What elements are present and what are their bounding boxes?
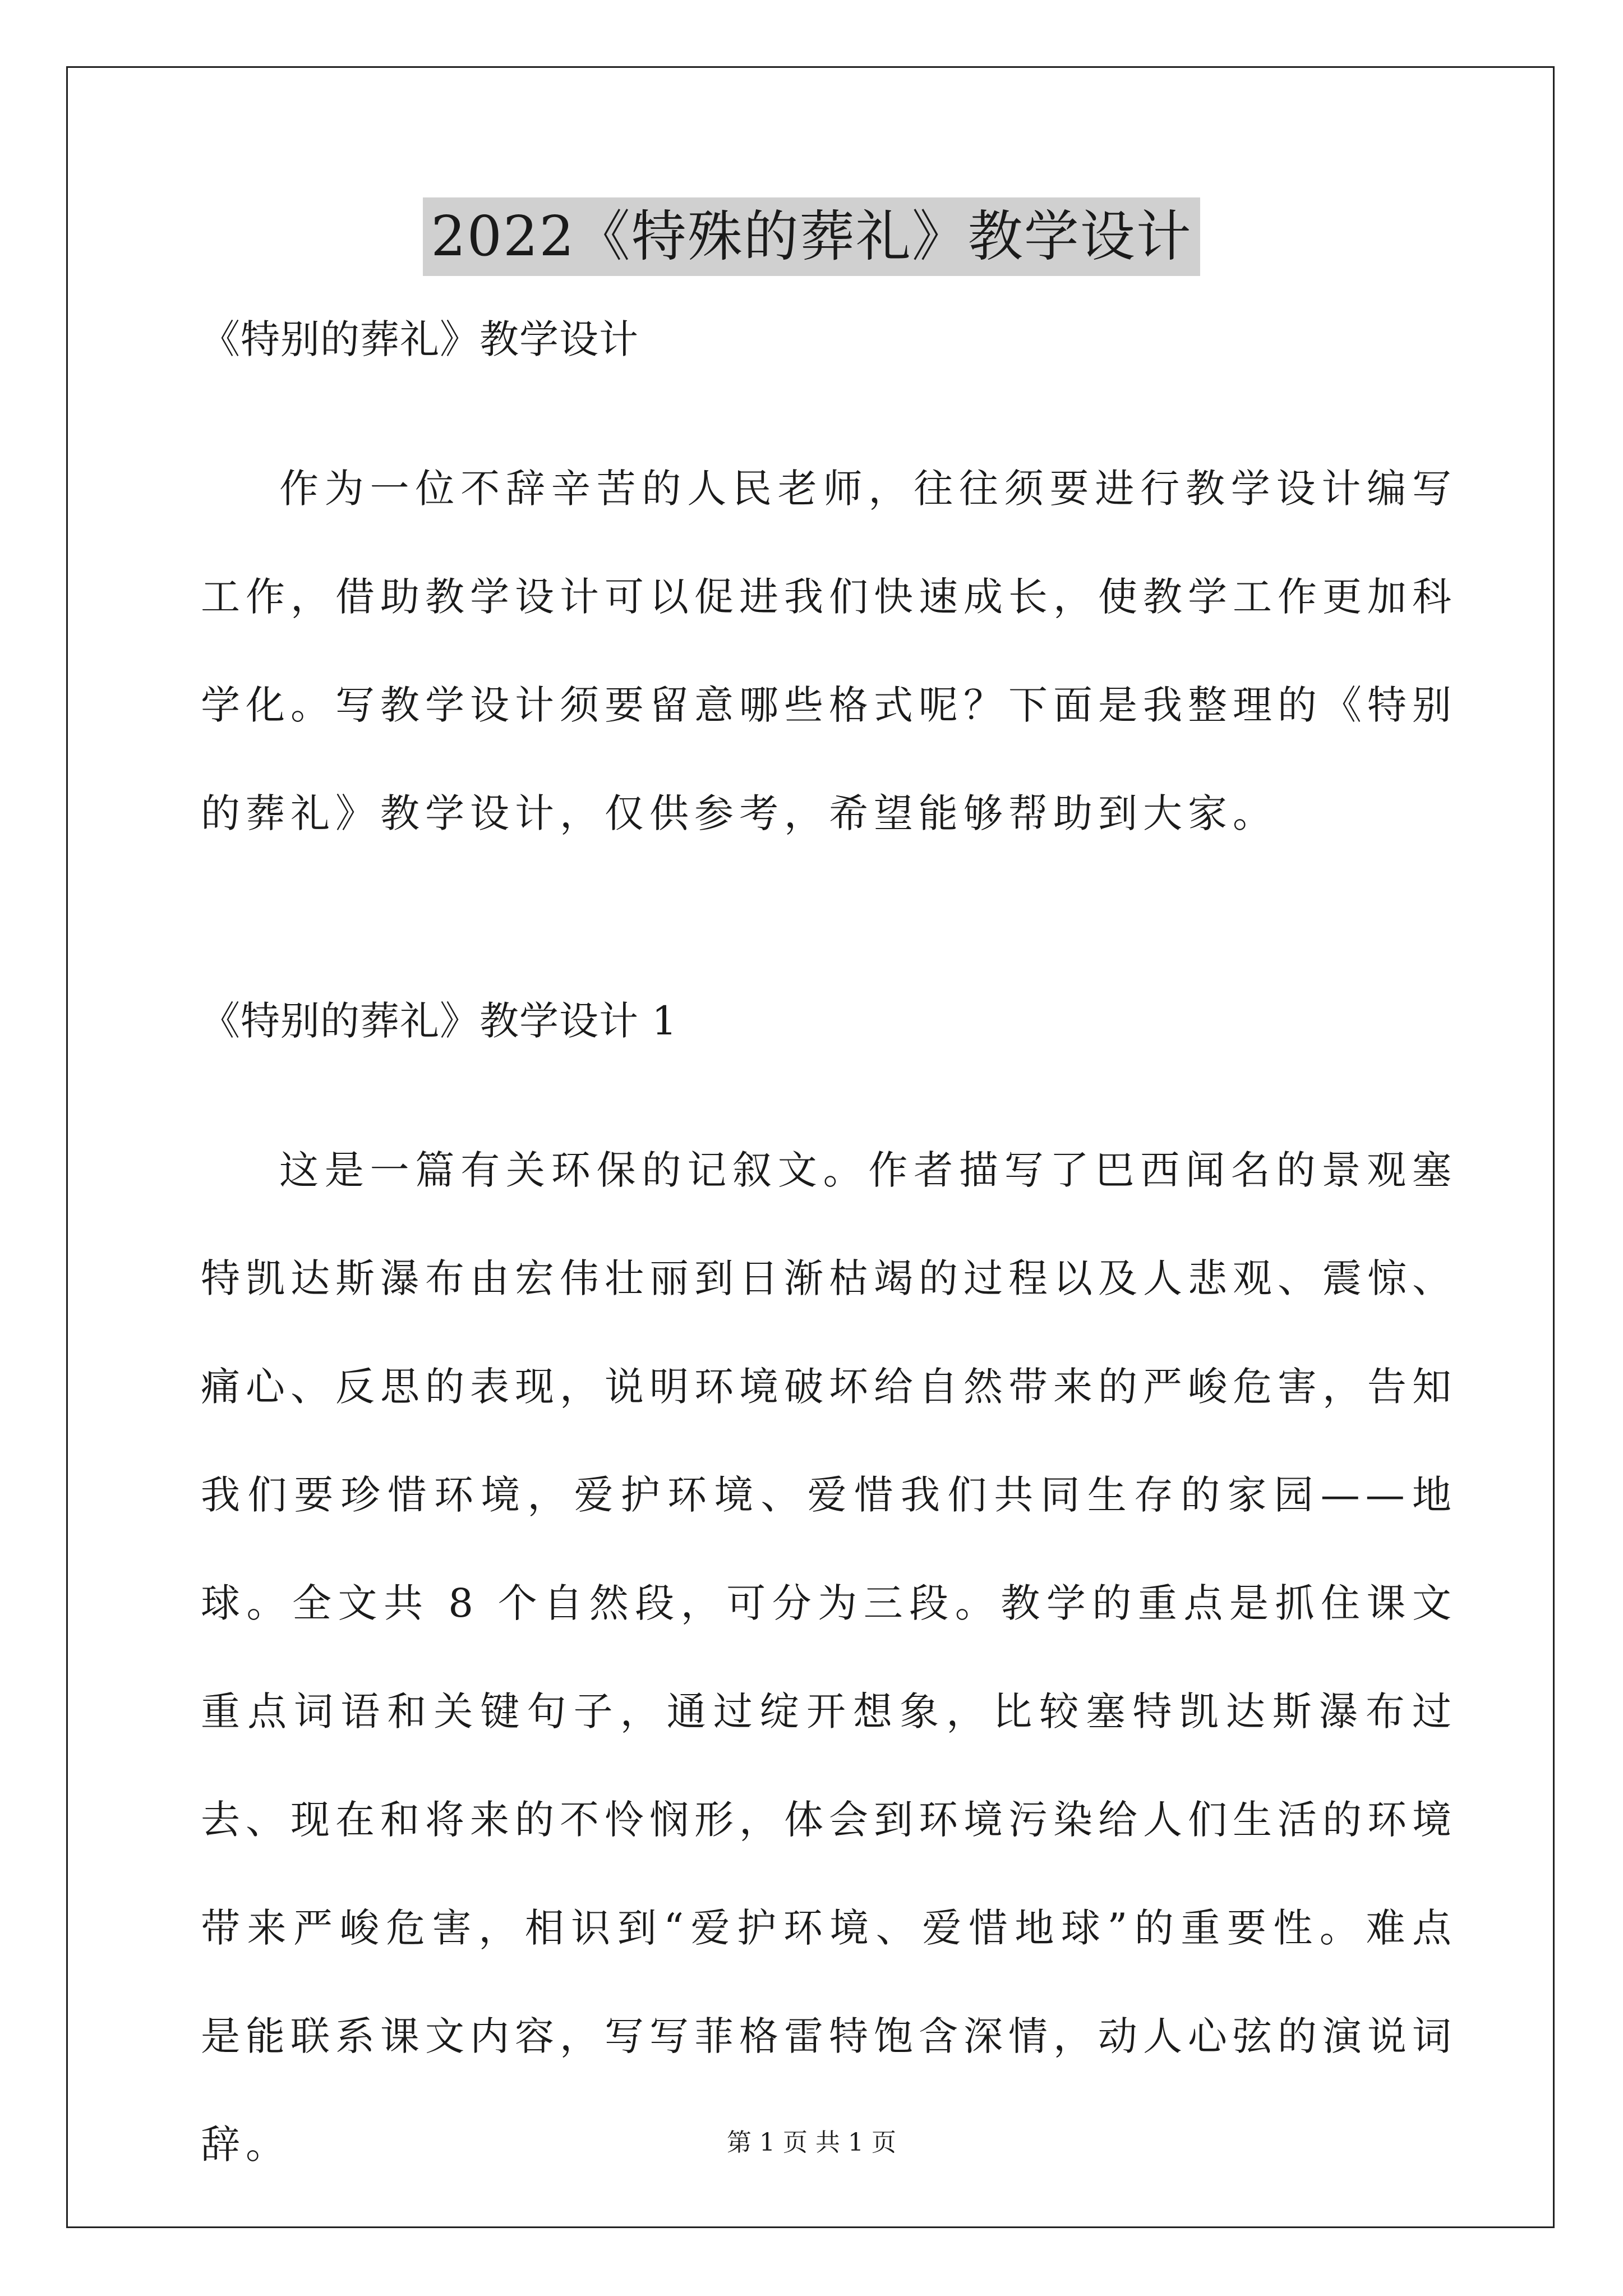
subtitle-heading: 《特别的葬礼》教学设计 — [201, 316, 639, 362]
section-1-paragraph: 这是一篇有关环保的记叙文。作者描写了巴西闻名的景观塞特凯达斯瀑布由宏伟壮丽到日渐枯竭的过程以及人悲观、震惊、痛心、反思的表现，说明环境破坏给自然带来的严峻危害，告知我们要珍惜环境，爱护环境、爱惜我们共同生存的家园——地球。全文共 8 个自然段，可分为三段。教学的重点是抓住课文重点词语和关键句子，通过绽开想象，比较塞特凯达斯瀑布过去、现在和将来的不怜悯形，体会到环境污染给人们生活的环境带来严峻危害，相识到“爱护环境、爱惜地球”的重要性。难点是能联系课文内容，写写菲格雷特饱含深情，动人心弦的演说词辞。 — [201, 1147, 1457, 2168]
section-1-heading: 《特别的葬礼》教学设计 1 — [201, 998, 677, 1044]
page-footer: 第 1 页 共 1 页 — [727, 2128, 896, 2157]
intro-paragraph: 作为一位不辞辛苦的人民老师，往往须要进行教学设计编写工作，借助教学设计可以促进我们快速成长，使教学工作更加科学化。写教学设计须要留意哪些格式呢？下面是我整理的《特别的葬礼》教学设计，仅供参考，希望能够帮助到大家。 — [201, 466, 1457, 836]
document-title: 2022《特殊的葬礼》教学设计 — [423, 197, 1200, 276]
title-container — [0, 197, 1623, 276]
